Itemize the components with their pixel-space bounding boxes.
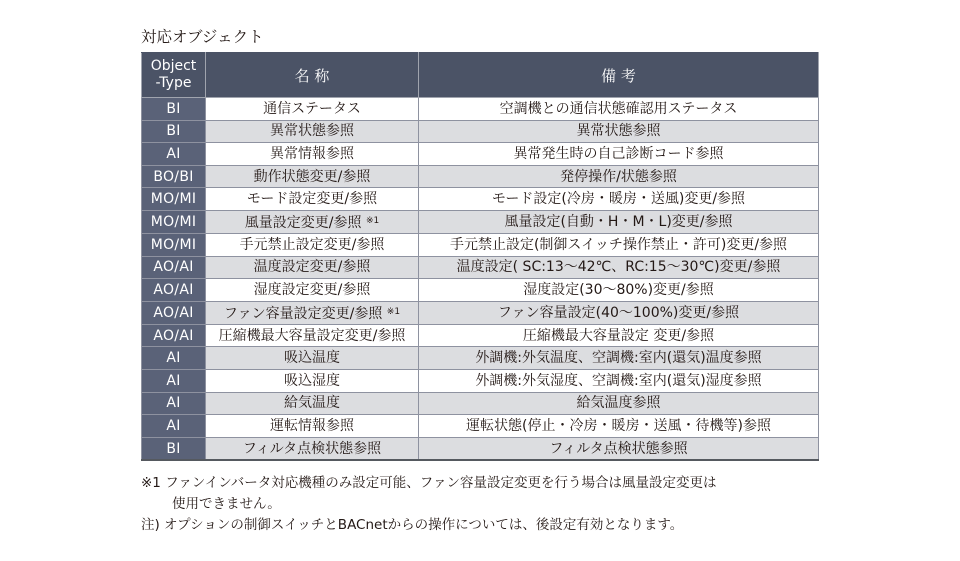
name-cell [206, 347, 419, 370]
object-type-cell: AO/AI [142, 256, 206, 279]
table-row [142, 98, 819, 121]
remark-cell: 湿度設定(30～80%)変更/参照 [419, 279, 819, 302]
remark-cell: 空調機との通信状態確認用ステータス [419, 98, 819, 121]
table-row [142, 120, 819, 143]
object-type-cell: MO/MI [142, 210, 206, 233]
name-text: 通信ステータス [263, 100, 361, 117]
remark-cell: 温度設定( SC:13～42℃、RC:15～30℃)変更/参照 [419, 256, 819, 279]
name-text: フィルタ点検状態参照 [242, 440, 382, 457]
table-row [142, 392, 819, 415]
object-table [141, 52, 819, 461]
remark-cell: フィルタ点検状態参照 [419, 437, 819, 460]
name-text: 運転情報参照 [270, 417, 354, 434]
name-text: 給気温度 [284, 395, 340, 412]
remark-cell: 外調機:外気湿度、空調機:室内(還気)湿度参照 [419, 369, 819, 392]
name-cell [206, 210, 419, 233]
remark-cell: 風量設定(自動・H・M・L)変更/参照 [419, 210, 819, 233]
note-1-line-2: 使用できません。 [172, 496, 281, 512]
name-cell [206, 143, 419, 166]
object-type-cell: BO/BI [142, 165, 206, 188]
object-type-cell: BI [142, 120, 206, 143]
name-text: 異常情報参照 [270, 145, 354, 162]
table-row [142, 347, 819, 370]
name-cell [206, 279, 419, 302]
name-cell [206, 324, 419, 347]
name-text: 湿度設定変更/参照 [253, 281, 371, 298]
object-type-cell: AO/AI [142, 324, 206, 347]
table-row [142, 415, 819, 438]
remark-cell: 圧縮機最大容量設定 変更/参照 [419, 324, 819, 347]
remark-cell: 手元禁止設定(制御スイッチ操作禁止・許可)変更/参照 [419, 233, 819, 256]
remark-cell: 運転状態(停止・冷房・暖房・送風・待機等)参照 [419, 415, 819, 438]
section-title: 対応オブジェクト [141, 28, 264, 46]
name-cell [206, 188, 419, 211]
notes [141, 473, 717, 536]
header-object-type [142, 53, 206, 98]
remark-cell: 外調機:外気温度、空調機:室内(還気)温度参照 [419, 347, 819, 370]
note-2: 注) オプションの制御スイッチとBACnetからの操作については、後設定有効となります。 [141, 517, 684, 533]
table-row [142, 143, 819, 166]
object-type-cell: AO/AI [142, 279, 206, 302]
footnote-mark: ※1 [386, 306, 401, 317]
note-1-line-1: ※1 ファンインバータ対応機種のみ設定可能、ファン容量設定変更を行う場合は風量設定変更は [141, 475, 717, 491]
remark-cell: 発停操作/状態参照 [419, 165, 819, 188]
table-header-row [142, 53, 819, 98]
table-row [142, 188, 819, 211]
name-text: 異常状態参照 [270, 123, 354, 140]
remark-cell: ファン容量設定(40～100%)変更/参照 [419, 301, 819, 324]
name-cell [206, 369, 419, 392]
object-type-cell: AI [142, 369, 206, 392]
name-cell [206, 392, 419, 415]
name-text: ファン容量設定変更/参照 [223, 305, 383, 322]
name-text: 動作状態変更/参照 [253, 168, 371, 185]
object-type-cell: MO/MI [142, 233, 206, 256]
header-name: 名 称 [206, 53, 419, 98]
name-text: 圧縮機最大容量設定変更/参照 [218, 327, 406, 344]
name-cell [206, 415, 419, 438]
name-text: 温度設定変更/参照 [253, 259, 371, 276]
remark-cell: 給気温度参照 [419, 392, 819, 415]
table-row [142, 233, 819, 256]
name-text: 風量設定変更/参照 [244, 214, 362, 231]
table-row [142, 256, 819, 279]
header-object-type-line2: -Type [155, 75, 192, 91]
table-row [142, 369, 819, 392]
remark-cell: 異常状態参照 [419, 120, 819, 143]
table-row [142, 165, 819, 188]
object-type-cell: AI [142, 347, 206, 370]
object-type-cell: AI [142, 392, 206, 415]
object-type-cell: AI [142, 143, 206, 166]
name-text: 手元禁止設定変更/参照 [239, 236, 385, 253]
name-cell [206, 233, 419, 256]
table-row [142, 301, 819, 324]
object-type-cell: BI [142, 437, 206, 460]
remark-cell: モード設定(冷房・暖房・送風)変更/参照 [419, 188, 819, 211]
object-type-cell: AO/AI [142, 301, 206, 324]
name-cell [206, 165, 419, 188]
object-type-cell: BI [142, 98, 206, 121]
table-row [142, 324, 819, 347]
remark-cell: 異常発生時の自己診断コード参照 [419, 143, 819, 166]
object-type-cell: AI [142, 415, 206, 438]
footnote-mark: ※1 [365, 215, 380, 226]
table-row [142, 210, 819, 233]
name-text: 吸込温度 [284, 350, 340, 367]
name-cell [206, 256, 419, 279]
name-text: 吸込湿度 [284, 372, 340, 389]
name-cell [206, 437, 419, 460]
name-cell [206, 301, 419, 324]
header-remark: 備 考 [419, 53, 819, 98]
name-text: モード設定変更/参照 [246, 191, 378, 208]
table-row [142, 437, 819, 460]
name-cell [206, 98, 419, 121]
header-object-type-line1: Object [150, 58, 197, 74]
object-type-cell: MO/MI [142, 188, 206, 211]
table-row [142, 279, 819, 302]
name-cell [206, 120, 419, 143]
